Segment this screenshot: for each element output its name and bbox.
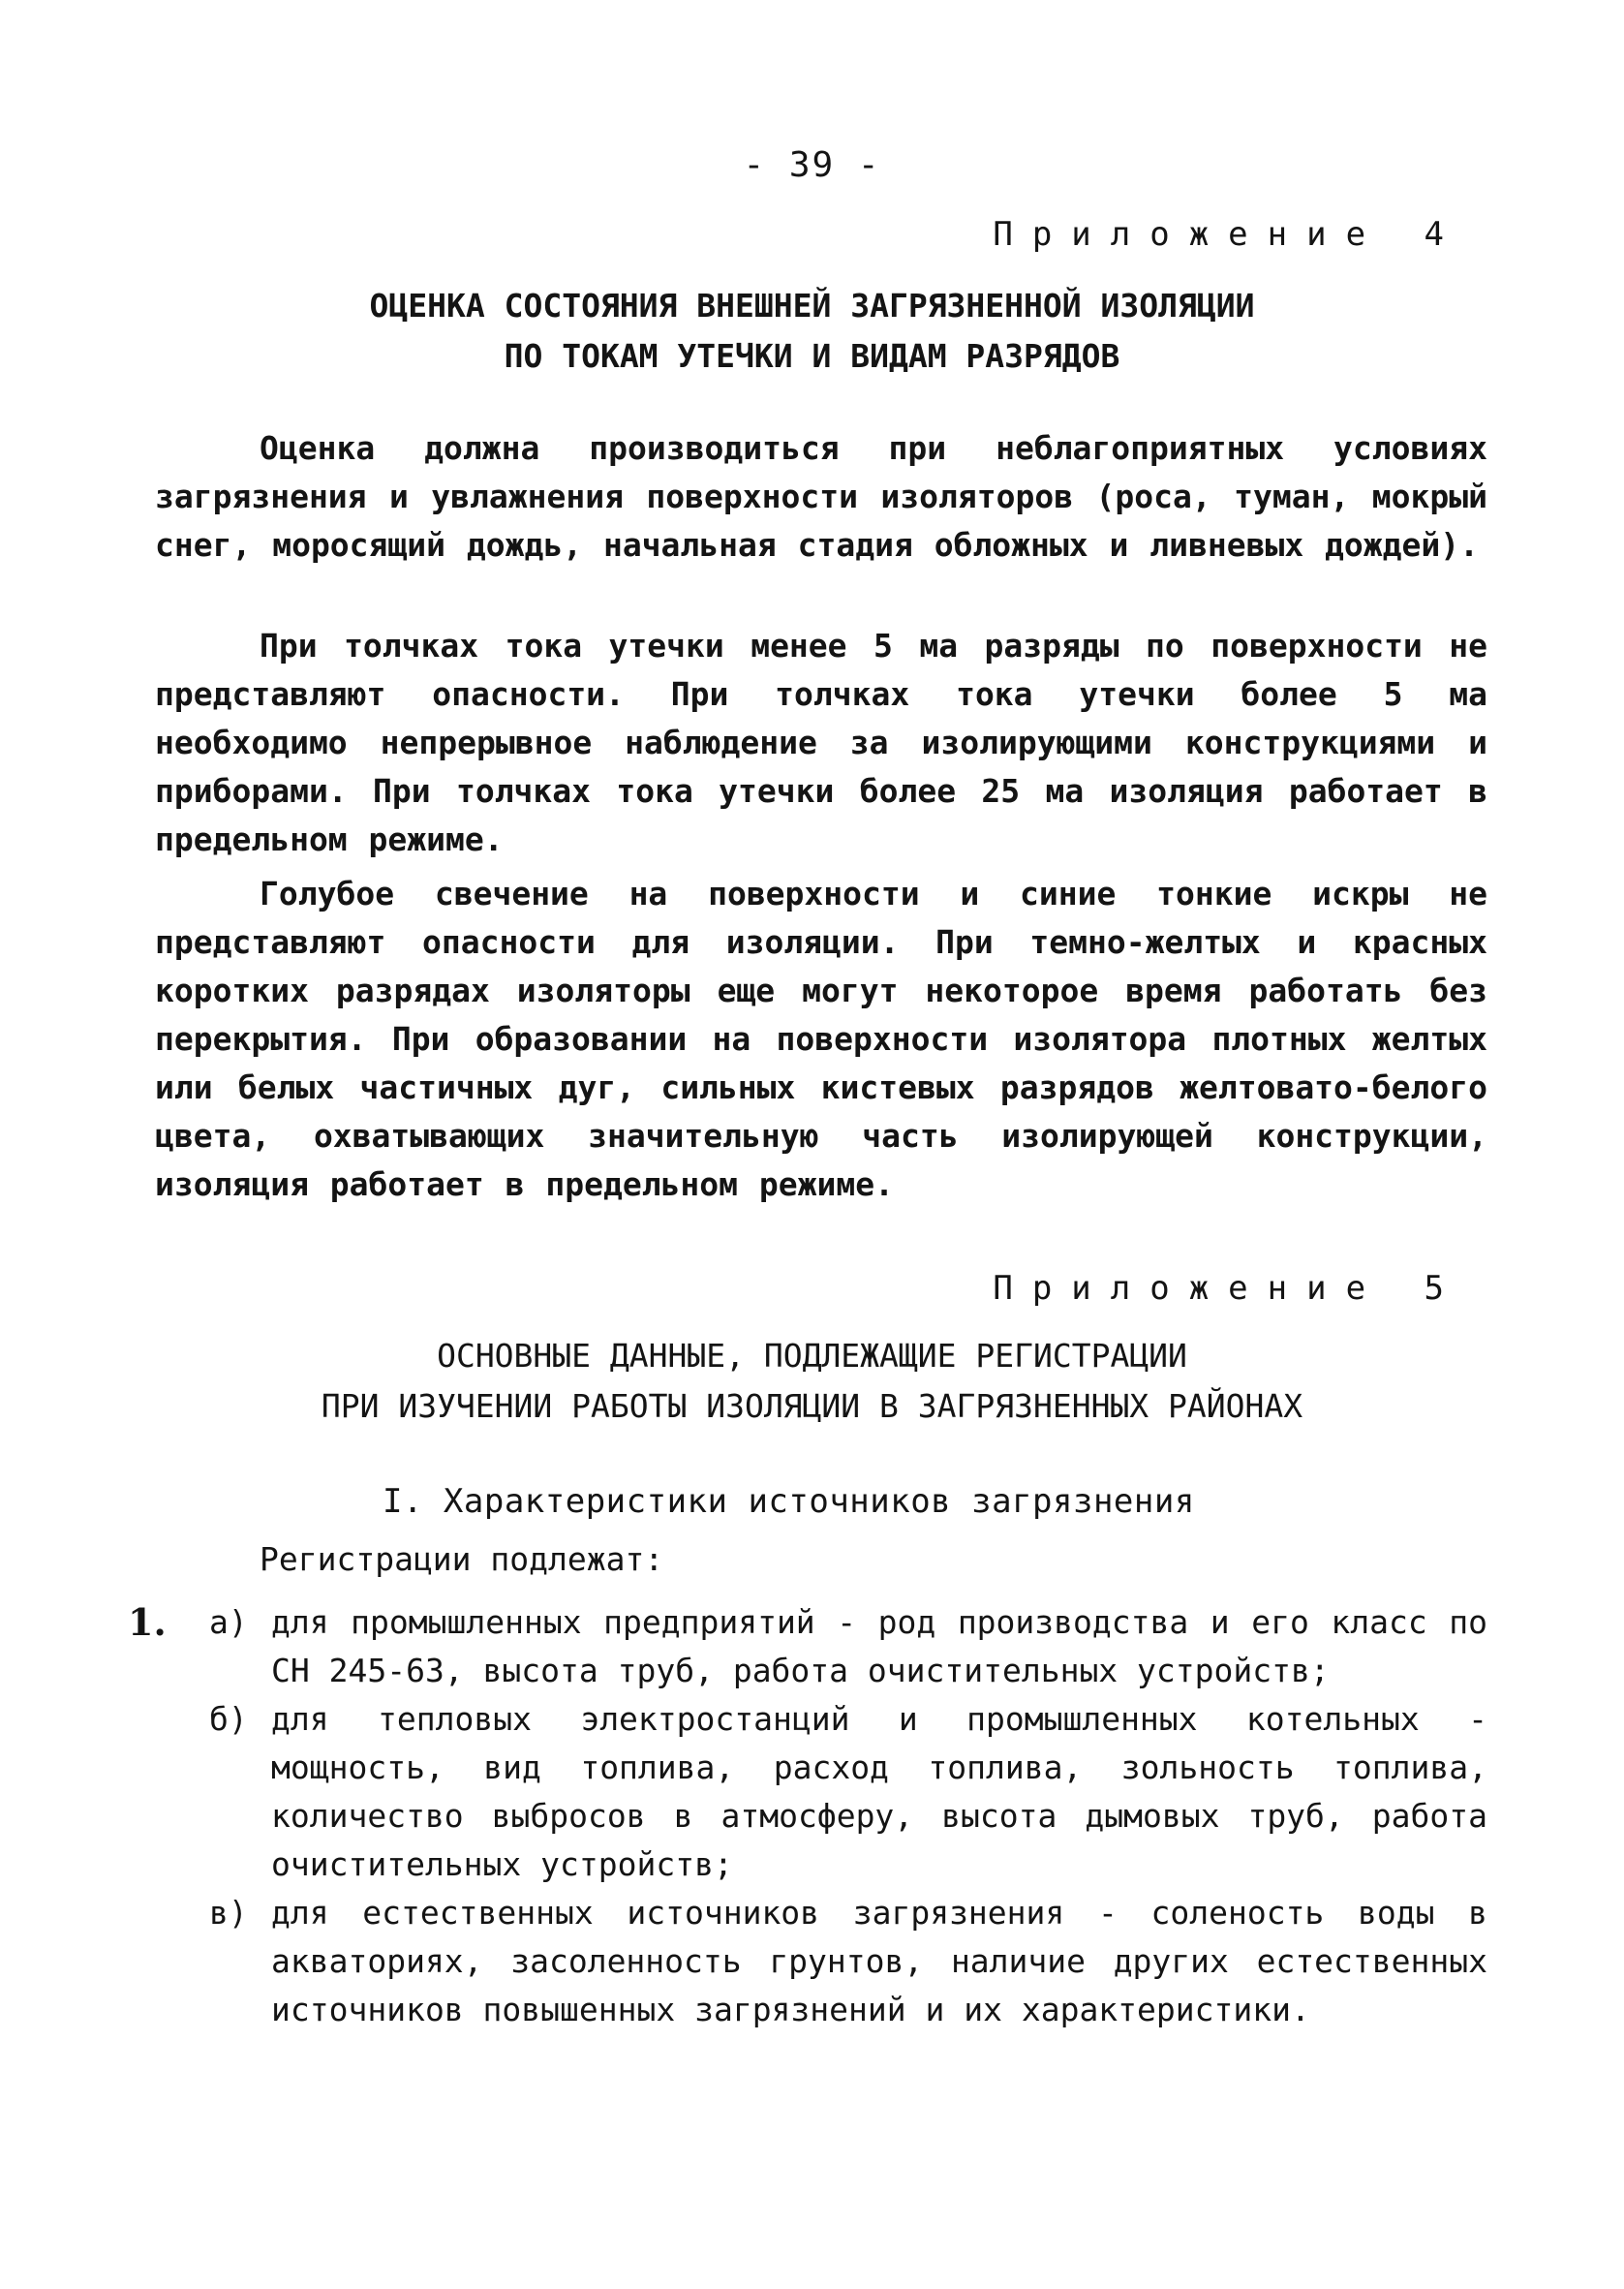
list-item-marker: б) (209, 1700, 248, 1738)
appendix-4-paragraph-3: Голубое свечение на поверхности и синие тонкие искры не представляют опасности для изоляции. При темно-желтых и красных коротких разрядах изоляторы еще могут некоторое время работать без перекрытия. При образовании на поверхности изолятора плотных желтых или белых частичных дуг, сильных кистевых разрядов желтовато-белого цвета, охватывающих значительную часть изолирующей конструкции, изоляция работает в предельном режиме. (155, 875, 1487, 1203)
list-item-marker: в) (209, 1894, 248, 1932)
page-number: - 39 - (743, 145, 881, 185)
appendix-5-label: Приложение 5 (993, 1269, 1463, 1308)
section-heading: I. Характеристики источников загрязнения (383, 1482, 1195, 1521)
appendix-5-title-line-2: ПРИ ИЗУЧЕНИИ РАБОТЫ ИЗОЛЯЦИИ В ЗАГРЯЗНЕННЫХ РАЙОНАХ (321, 1387, 1303, 1425)
appendix-4-paragraph-2: При толчках тока утечки менее 5 ма разряды по поверхности не представляют опасности. При толчках тока утечки более 5 ма необходимо непрерывное наблюдение за изолирующими конструкциями и приборами. При толчках тока утечки более 25 ма изоляция работает в предельном режиме. (155, 627, 1487, 858)
appendix-4-title-line-2: ПО ТОКАМ УТЕЧКИ И ВИДАМ РАЗРЯДОВ (504, 337, 1120, 375)
list-item-text: для промышленных предприятий - род производства и его класс по СН 245-63, высота труб, работа очистительных устройств; (271, 1603, 1487, 1689)
appendix-4-paragraph-1: Оценка должна производиться при неблагоприятных условиях загрязнения и увлажнения поверхности изоляторов (роса, туман, мокрый снег, моросящий дождь, начальная стадия обложных и ливневых дождей). (155, 429, 1487, 564)
handwritten-item-number: 1. (128, 1600, 167, 1644)
appendix-5-title (0, 1331, 1624, 1432)
list-item-text: для естественных источников загрязнения - соленость воды в акваториях, засоленность грунтов, наличие других естественных источников повышенных загрязнений и их характеристики. (271, 1894, 1487, 2028)
appendix-4-title (0, 281, 1624, 382)
appendix-4-label: Приложение 4 (993, 215, 1463, 254)
list-item-marker: а) (209, 1603, 248, 1641)
registration-intro: Регистрации подлежат: (260, 1540, 664, 1578)
list-item-text: для тепловых электростанций и промышленных котельных - мощность, вид топлива, расход топлива, зольность топлива, количество выбросов в атмосферу, высота дымовых труб, работа очистительных устройств; (271, 1700, 1487, 1883)
list-item-b (209, 1695, 1487, 1889)
appendix-4-title-line-1: ОЦЕНКА СОСТОЯНИЯ ВНЕШНЕЙ ЗАГРЯЗНЕННОЙ ИЗОЛЯЦИИ (369, 287, 1255, 325)
appendix-5-title-line-1: ОСНОВНЫЕ ДАННЫЕ, ПОДЛЕЖАЩИЕ РЕГИСТРАЦИИ (437, 1337, 1187, 1375)
list-item-a (128, 1598, 1487, 1695)
list-item-c (209, 1889, 1487, 2034)
